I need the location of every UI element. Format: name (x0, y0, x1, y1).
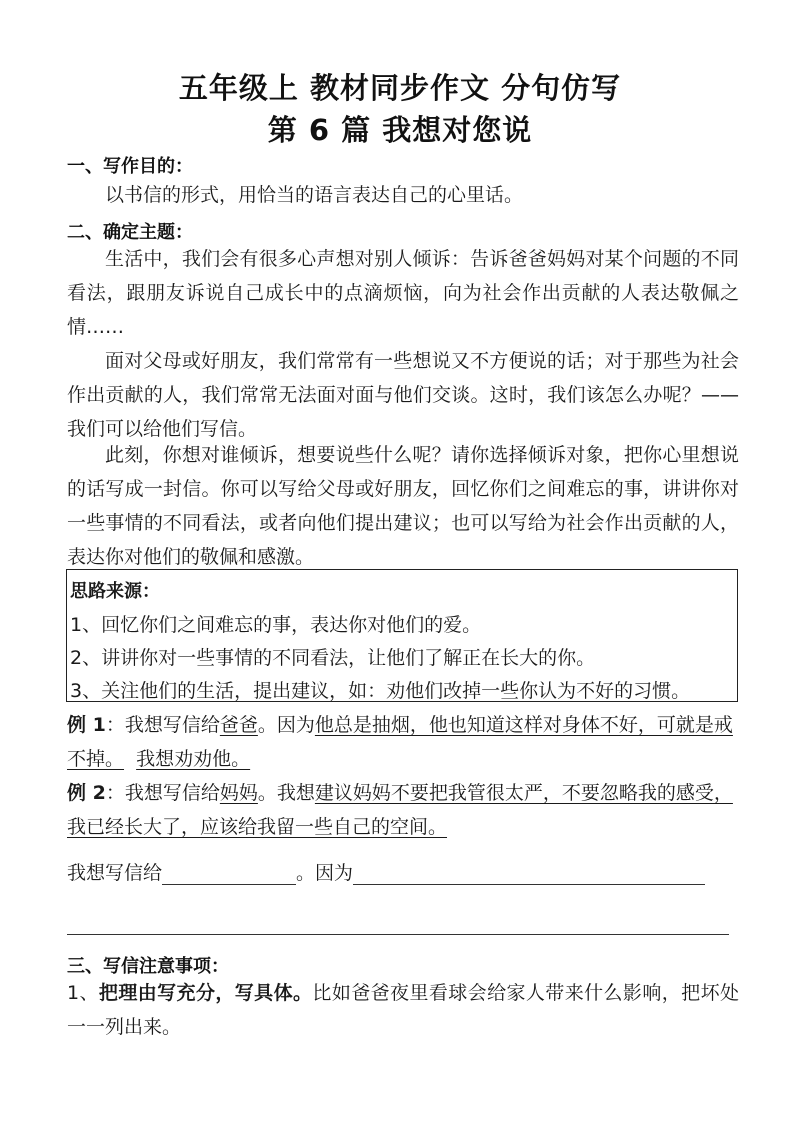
example-1-reason-end: 我想劝劝他。 (136, 748, 251, 770)
example-1-reason: 他总是抽烟，他也知道这样对身体不好，可就是戒不掉。 (67, 714, 733, 770)
ideas-item-3: 3、关注他们的生活，提出建议，如：劝他们改掉一些你认为不好的习惯。 (70, 680, 691, 702)
example-2: 例 2：我想写信给妈妈。我想建议妈妈不要把我管很太严，不要忽略我的感受，我已经长大了，应该给我留一些自己的空间。 (67, 782, 733, 838)
ideas-box (66, 569, 738, 702)
section3-note-1: 1、把理由写充分，写具体。比如爸爸夜里看球会给家人带来什么影响，把坏处一一列出来。 (67, 982, 739, 1038)
fill-middle: 。因为 (296, 862, 354, 884)
example-2-recipient: 妈妈 (219, 782, 258, 804)
section1-heading: 一、写作目的： (67, 156, 193, 177)
example-2-reason: 建议妈妈不要把我管很太严，不要忽略我的感受，我已经长大了，应该给我留一些自己的空间。 (67, 782, 733, 838)
recipient-blank[interactable] (162, 864, 296, 885)
section3-heading: 三、写信注意事项： (67, 956, 229, 977)
page-subtitle: 第 6 篇 我想对您说 (267, 113, 533, 147)
example-2-label: 例 2 (67, 782, 106, 804)
reason-blank[interactable] (353, 864, 705, 885)
example-1-label: 例 1 (67, 714, 106, 736)
section1-text: 以书信的形式，用恰当的语言表达自己的心里话。 (105, 184, 524, 206)
ideas-title: 思路来源： (70, 581, 160, 602)
ideas-item-1: 1、回忆你们之间难忘的事，表达你对他们的爱。 (70, 614, 482, 636)
fill-prefix: 我想写信给 (67, 862, 163, 884)
section2-paragraph-2: 面对父母或好朋友，我们常常有一些想说又不方便说的话；对于那些为社会作出贡献的人，我们常常无法面对面与他们交谈。这时，我们该怎么办呢？——我们可以给他们写信。 (67, 350, 739, 440)
example-1: 例 1：我想写信给爸爸。因为他总是抽烟，他也知道这样对身体不好，可就是戒不掉。 我想劝劝他。 (67, 714, 733, 770)
section2-paragraph-3: 此刻，你想对谁倾诉，想要说些什么呢？请你选择倾诉对象，把你心里想说的话写成一封信。你可以写给父母或好朋友，回忆你们之间难忘的事，讲讲你对一些事情的不同看法，或者向他们提出建议；也可以写给为社会作出贡献的人，表达你对他们的敬佩和感激。 (67, 444, 739, 568)
section2-heading: 二、确定主题： (67, 222, 193, 243)
reason-blank-line-2[interactable] (67, 934, 729, 935)
ideas-item-2: 2、讲讲你对一些事情的不同看法，让他们了解正在长大的你。 (70, 647, 596, 669)
fill-in-line (67, 858, 705, 885)
section3-note-1-emphasis: 把理由写充分，写具体。 (98, 982, 313, 1004)
page-title: 五年级上 教材同步作文 分句仿写 (178, 71, 622, 105)
section2-paragraph-1: 生活中，我们会有很多心声想对别人倾诉：告诉爸爸妈妈对某个问题的不同看法，跟朋友诉说自己成长中的点滴烦恼，向为社会作出贡献的人表达敬佩之情…… (67, 248, 739, 338)
example-1-recipient: 爸爸 (219, 714, 258, 736)
